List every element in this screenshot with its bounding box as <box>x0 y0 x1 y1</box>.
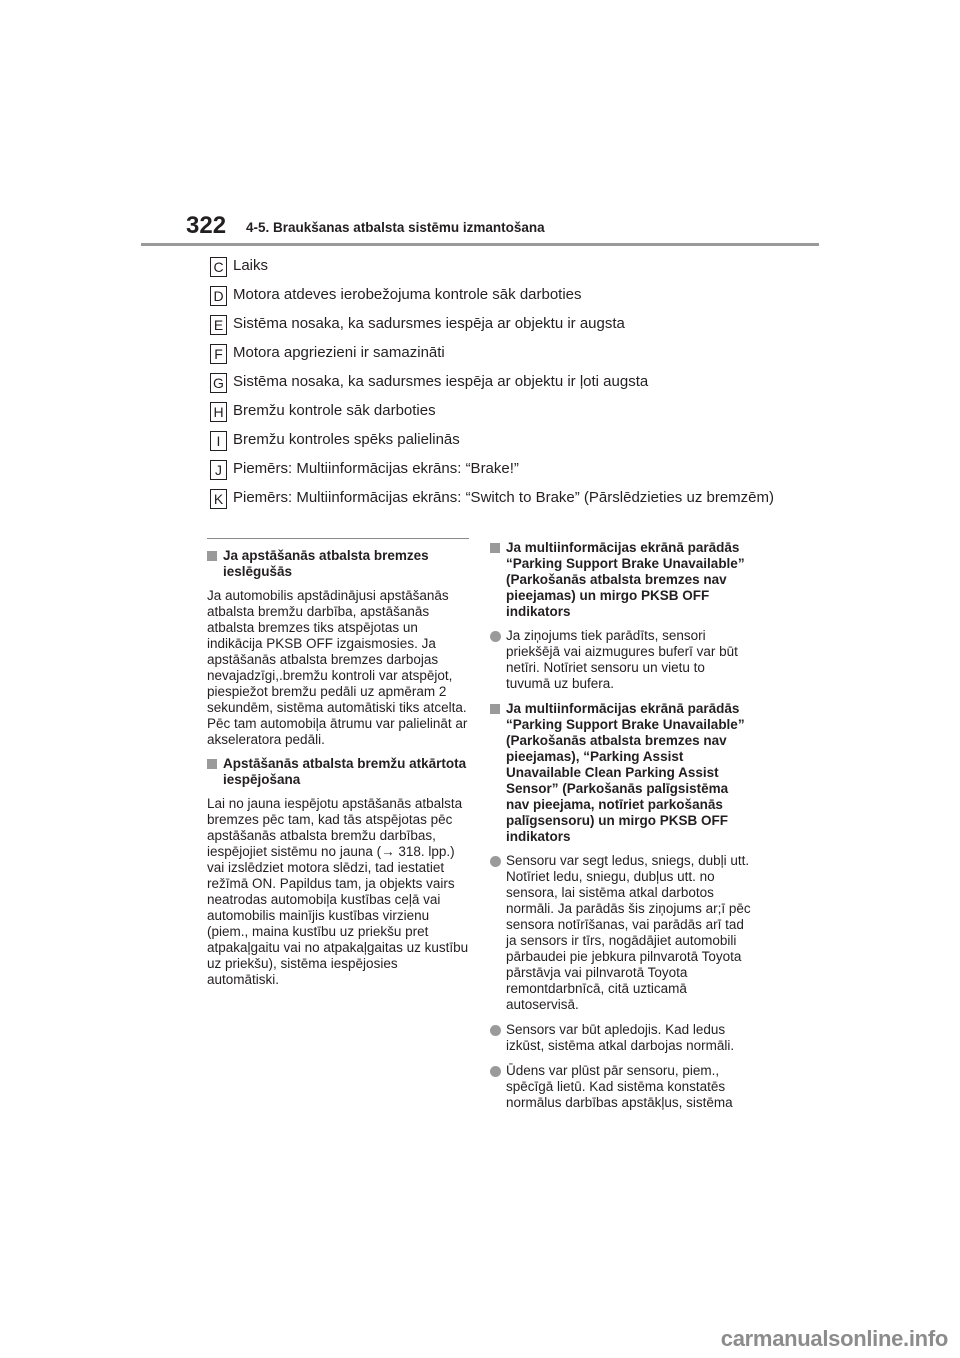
circle-bullet-icon <box>490 1025 501 1036</box>
list-item-text: Sensoru var segt ledus, sniegs, dubļi utt. Notīriet ledu, sniegu, dubļus utt. no sensora, lai sistēma atkal darbotos normāli. Ja parādās šis ziņojums ar;ī pēc sensora notīrīšanas, vai parādās arī tad ja sensors ir tīrs, nogādājiet automobili pārbaudei pie jebkura pilnvarotā Toyota pārstāvja vai pilnvarotā Toyota remontdarbnīcā, citā uzticamā autoservisā. <box>506 853 751 1012</box>
legend-text: Piemērs: Multiinformācijas ekrāns: “Brake!” <box>233 460 519 477</box>
legend-letter-box: J <box>210 460 227 480</box>
square-bullet-icon <box>207 759 217 769</box>
legend-item <box>210 315 810 344</box>
legend-item <box>210 402 810 431</box>
legend-item <box>210 286 810 315</box>
legend-letter-box: E <box>210 315 227 335</box>
list-item-text: Ja ziņojums tiek parādīts, sensori priekšējā vai aizmugures buferī var būt netīri. Notīriet sensoru un vietu to tuvumā uz bufera. <box>506 628 738 691</box>
list-item-text: Ūdens var plūst pār sensoru, piem., spēcīgā lietū. Kad sistēma konstatēs normālus darbības apstākļus, sistēma <box>506 1063 733 1110</box>
square-bullet-icon <box>490 543 500 553</box>
list-item <box>490 1063 752 1111</box>
legend-text: Piemērs: Multiinformācijas ekrāns: “Switch to Brake” (Pārslēdzieties uz bremzēm) <box>233 489 774 506</box>
legend-letter-box: K <box>210 489 227 509</box>
heading-text: Ja multiinformācijas ekrānā parādās “Parking Support Brake Unavailable” (Parkošanās atbalsta bremzes nav pieejamas) un mirgo PKSB OFF indikators <box>506 540 745 619</box>
legend-letter-box: H <box>210 402 227 422</box>
section-heading <box>207 548 469 580</box>
list-item-text: Sensors var būt apledojis. Kad ledus izkūst, sistēma atkal darbojas normāli. <box>506 1022 735 1053</box>
section-heading <box>490 540 752 620</box>
column-divider <box>207 538 469 539</box>
section-heading <box>490 701 752 845</box>
legend-letter-box: I <box>210 431 227 451</box>
heading-text: Apstāšanās atbalsta bremžu atkārtota iespējošana <box>223 756 467 787</box>
legend-text: Laiks <box>233 257 269 274</box>
legend-letter-box: F <box>210 344 227 364</box>
legend-letter-box: D <box>210 286 227 306</box>
page-number: 322 <box>186 212 227 239</box>
list-item <box>490 1022 752 1054</box>
legend-letter-box: C <box>210 257 227 277</box>
legend-item <box>210 489 810 543</box>
legend-text: Bremžu kontroles spēks palielinās <box>233 431 460 448</box>
heading-text: Ja multiinformācijas ekrānā parādās “Parking Support Brake Unavailable” (Parkošanās atbalsta bremzes nav pieejamas), “Parking Assist Unavailable Clean Parking Assist Sensor” (Parkošanās palīgsistēma nav pieejama, notīriet parkošanās palīgsensoru) un mirgo PKSB OFF indikators <box>506 701 745 844</box>
page-header <box>0 0 960 250</box>
circle-bullet-icon <box>490 856 501 867</box>
legend-item <box>210 373 810 402</box>
body-paragraph: Ja automobilis apstādinājusi apstāšanās atbalsta bremžu darbība, apstāšanās atbalsta bremzes tiks atspējotas un indikācija PKSB OFF izgaismosies. Ja apstāšanās atbalsta bremzes darbojas nevajadzīgi,.bremžu kontroli var atspējot, piespiežot bremžu pedāli uz apmēram 2 sekundēm, sistēma automātiski tiks atcelta. Pēc tam automobiļa ātrumu var palielināt ar akseleratora pedāli. <box>207 588 468 747</box>
left-column <box>207 548 469 996</box>
watermark: carmanualsonline.info <box>720 1326 948 1351</box>
legend-letter-box: G <box>210 373 227 393</box>
right-column <box>490 540 752 1120</box>
legend-text: Sistēma nosaka, ka sadursmes iespēja ar objektu ir ļoti augsta <box>233 373 649 390</box>
legend-item <box>210 257 810 286</box>
circle-bullet-icon <box>490 1066 501 1077</box>
legend-text: Motora apgriezieni ir samazināti <box>233 344 445 361</box>
legend-item <box>210 344 810 373</box>
legend-text: Bremžu kontrole sāk darboties <box>233 402 436 419</box>
square-bullet-icon <box>490 704 500 714</box>
circle-bullet-icon <box>490 631 501 642</box>
square-bullet-icon <box>207 551 217 561</box>
body-paragraph: Lai no jauna iespējotu apstāšanās atbalsta bremzes pēc tam, kad tās atspējotas pēc apstāšanās atbalsta bremžu darbības, iespējojiet sistēmu no jauna (→ 318. lpp.) vai izslēdziet motora slēdzi, tad iestatiet režīmā ON. Papildus tam, ja objekts vairs neatrodas automobiļa kustības ceļā vai automobilis mainījis kustības virzienu (piem., maina kustību uz priekšu pret atpakaļgaitu vai no atpakaļgaitas uz kustību uz priekšu), sistēma iespējosies automātiski. <box>207 796 469 987</box>
heading-text: Ja apstāšanās atbalsta bremzes ieslēgušās <box>223 548 429 579</box>
list-item <box>490 853 752 1013</box>
legend-item <box>210 460 810 489</box>
legend-text: Motora atdeves ierobežojuma kontrole sāk darboties <box>233 286 582 303</box>
list-item <box>490 628 752 692</box>
section-title: 4-5. Braukšanas atbalsta sistēmu izmantošana <box>246 220 545 235</box>
header-divider <box>141 243 819 246</box>
section-heading <box>207 756 469 788</box>
legend-text: Sistēma nosaka, ka sadursmes iespēja ar objektu ir augsta <box>233 315 625 332</box>
legend-list <box>210 257 810 543</box>
legend-item <box>210 431 810 460</box>
